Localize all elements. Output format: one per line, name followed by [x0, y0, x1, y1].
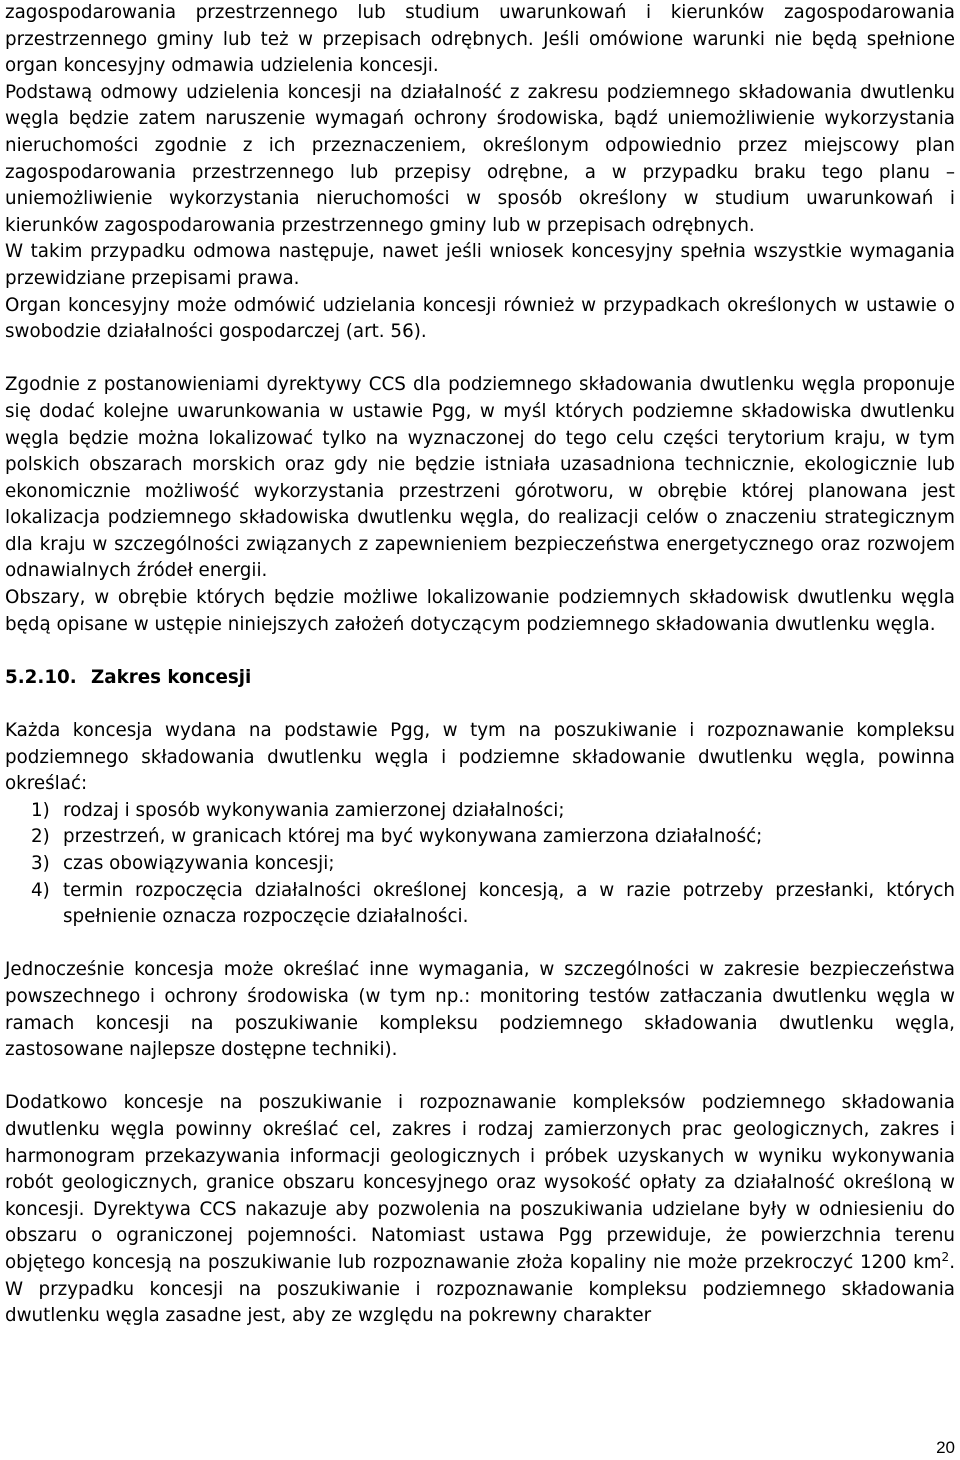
- list-item: [5, 851, 955, 878]
- paragraph-exploration-part-a: Dodatkowo koncesje na poszukiwanie i rozpoznawanie kompleksów podziemnego składowania dwutlenku węgla powinny określać cel, zakres i rodzaj zamierzonych prac geologicznych, zakres i harmonogram przekazywania informacji geologicznych i próbek uzyskanych w wyniku wykonywania robót geologicznych, granice obszaru koncesyjnego oraz wysokość opłaty za działalność określoną w koncesji. Dyrektywa CCS nakazuje aby pozwolenia na poszukiwania udzielane były w odniesieniu do obszaru o ograniczonej pojemności. Natomiast ustawa Pgg przewiduje, że powierzchnia terenu objętego koncesją na poszukiwanie lub rozpoznawanie złoża kopaliny nie może przekroczyć 1200 km: [5, 1092, 955, 1273]
- paragraph-top: zagospodarowania przestrzennego lub studium uwarunkowań i kierunków zagospodarowania przestrzennego gminy lub też w przepisach odrębnych. Jeśli omówione warunki nie będą spełnione organ koncesyjny odmawia udzielenia koncesji.: [5, 2, 955, 77]
- paragraph-refusal-basis: Podstawą odmowy udzielenia koncesji na działalność z zakresu podziemnego składowania dwutlenku węgla będzie zatem naruszenie wymagań ochrony środowiska, bądź uniemożliwienie wykorzystania nieruchomości zgodnie z ich przeznaczeniem, określonym odpowiednio przez miejscowy plan zagospodarowania przestrzennego lub przepisy odrębne, a w przypadku braku tego planu – uniemożliwienie wykorzystania nieruchomości w sposób określony w studium uwarunkowań i kierunków zagospodarowania przestrzennego gminy lub w przepisach odrębnych.: [5, 81, 955, 236]
- list-item-text: rodzaj i sposób wykonywania zamierzonej działalności;: [63, 799, 565, 821]
- paragraph-refusal-even: W takim przypadku odmowa następuje, nawet jeśli wniosek koncesyjny spełnia wszystkie wymagania przewidziane przepisami prawa.: [5, 241, 955, 289]
- document-page: [5, 0, 955, 1330]
- paragraph-exploration-part-b: . W przypadku koncesji na poszukiwanie i rozpoznawanie kompleksu podziemnego składowania dwutlenku węgla zasadne jest, aby ze względu na pokrewny charakter: [5, 1251, 955, 1327]
- paragraph-refusal-also: Organ koncesyjny może odmówić udzielania koncesji również w przypadkach określonych w ustawie o swobodzie działalności gospodarczej (art. 56).: [5, 294, 955, 343]
- list-item-text: czas obowiązywania koncesji;: [63, 853, 335, 874]
- paragraph-ccs-directive: Zgodnie z postanowieniami dyrektywy CCS dla podziemnego składowania dwutlenku węgla proponuje się dodać kolejne uwarunkowania w ustawie Pgg, w myśl których podziemne składowiska dwutlenku węgla będzie można lokalizować tylko na wyznaczonej do tego celu części terytorium kraju, w tym polskich obszarach morskich oraz gdy nie będzie istniała uzasadniona technicznie, ekologicznie lub ekonomicznie możliwość wykorzystania przestrzeni górotworu, w obrębie której planowana jest lokalizacja podziemnego składowiska dwutlenku węgla, do realizacji celów o znaczeniu strategicznym dla kraju w szczególności związanych z zapewnieniem bezpieczeństwa energetycznego oraz rozwojem odnawialnych źródeł energii.: [5, 374, 955, 582]
- section-heading: [5, 665, 955, 692]
- spacer: [5, 346, 955, 373]
- section-title: Zakres koncesji: [91, 666, 252, 688]
- scope-list: [5, 798, 955, 931]
- list-marker: 3): [31, 853, 50, 874]
- spacer: [5, 1064, 955, 1091]
- page-number: 20: [936, 1438, 955, 1457]
- list-item-text: termin rozpoczęcia działalności określonej koncesją, a w razie potrzeby przesłanki, których spełnienie oznacza rozpoczęcie działalności.: [63, 879, 955, 928]
- paragraph-scope-intro: Każda koncesja wydana na podstawie Pgg, w tym na poszukiwanie i rozpoznawanie kompleksu podziemnego składowania dwutlenku węgla i podziemne składowanie dwutlenku węgla, powinna określać:: [5, 720, 955, 795]
- list-item: [5, 878, 955, 931]
- spacer: [5, 931, 955, 958]
- paragraph-other-requirements: Jednocześnie koncesja może określać inne wymagania, w szczególności w zakresie bezpieczeństwa powszechnego i ochrony środowiska (w tym np.: monitoring testów zatłaczania dwutlenku węgla w ramach koncesji na poszukiwanie kompleksu podziemnego składowania dwutlenku węgla, zastosowane najlepsze dostępne techniki).: [5, 959, 955, 1061]
- list-item-text: przestrzeń, w granicach której ma być wykonywana zamierzona działalność;: [63, 826, 763, 848]
- paragraph-exploration: [5, 1090, 955, 1329]
- list-marker: 4): [31, 879, 50, 901]
- paragraph-areas: Obszary, w obrębie których będzie możliwe lokalizowanie podziemnych składowisk dwutlenku węgla będą opisane w ustępie niniejszych założeń dotyczącym podziemnego składowania dwutlenku węgla.: [5, 587, 955, 635]
- spacer: [5, 638, 955, 665]
- spacer: [5, 691, 955, 718]
- section-number: 5.2.10.: [5, 666, 77, 688]
- list-marker: 1): [31, 799, 50, 821]
- list-item: [5, 824, 955, 851]
- superscript-two: 2: [941, 1249, 950, 1264]
- list-item: [5, 798, 955, 825]
- list-marker: 2): [31, 826, 50, 848]
